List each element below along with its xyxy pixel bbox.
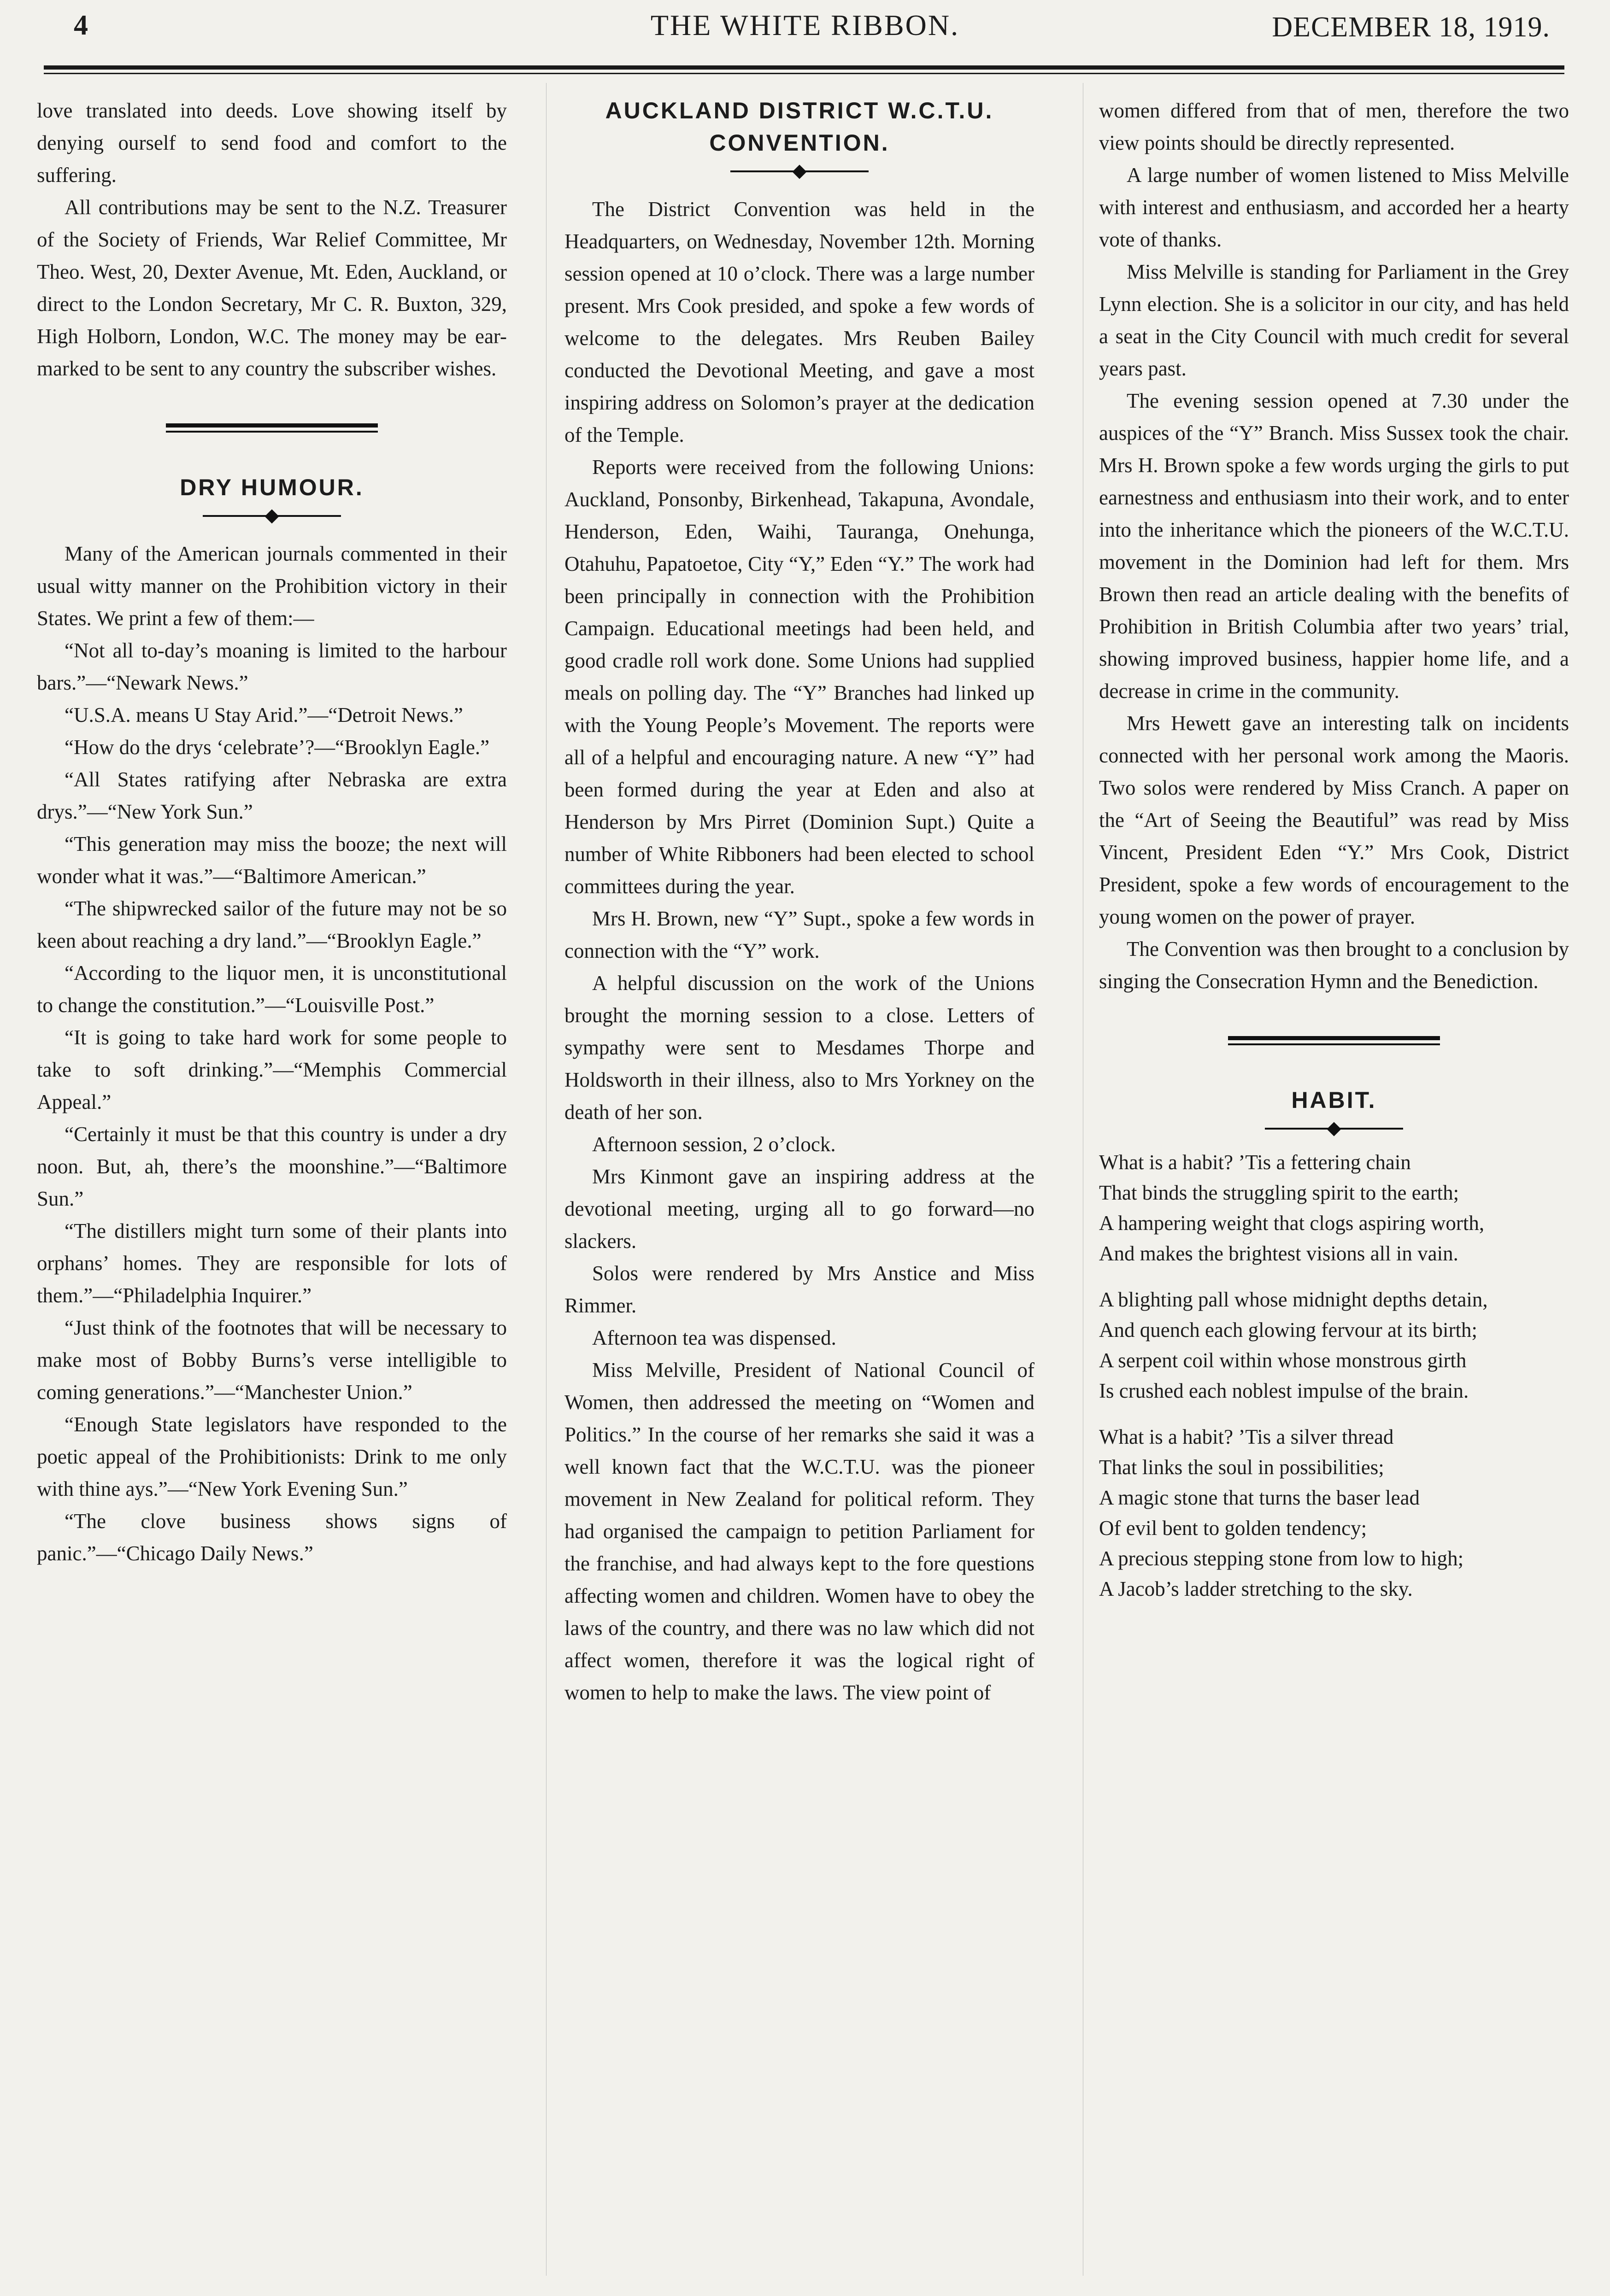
header-rule-thin bbox=[44, 73, 1564, 74]
heading-ornament bbox=[203, 508, 341, 524]
poem-line: That binds the struggling spirit to the earth; bbox=[1099, 1181, 1459, 1204]
quote-item: “Certainly it must be that this country is under a dry noon. But, ah, there’s the moonshine.”—“Baltimore Sun.” bbox=[37, 1123, 507, 1210]
issue-date: DECEMBER 18, 1919. bbox=[1272, 12, 1550, 43]
section-divider bbox=[166, 421, 378, 439]
quote-item: “U.S.A. means U Stay Arid.”—“Detroit News.” bbox=[65, 703, 463, 726]
journal-title: THE WHITE RIBBON. bbox=[650, 9, 960, 41]
quote-item: “The shipwrecked sailor of the future may not be so keen about reaching a dry land.”—“Brooklyn Eagle.” bbox=[37, 897, 507, 952]
quote-item: “Just think of the footnotes that will be necessary to make most of Bobby Burns’s verse intelligible to coming generations.”—“Manchester Union.” bbox=[37, 1316, 507, 1404]
quote-item: “This generation may miss the booze; the next will wonder what it was.”—“Baltimore American.” bbox=[37, 832, 507, 888]
article-paragraph: Afternoon tea was dispensed. bbox=[592, 1326, 836, 1349]
poem-line: What is a habit? ’Tis a fettering chain bbox=[1099, 1151, 1411, 1174]
poem-line: A blighting pall whose midnight depths detain, bbox=[1099, 1288, 1488, 1311]
quote-item: “How do the drys ‘celebrate’?—“Brooklyn Eagle.” bbox=[65, 736, 490, 759]
poem-line: Is crushed each noblest impulse of the brain. bbox=[1099, 1379, 1469, 1402]
article-paragraph: All contributions may be sent to the N.Z. Treasurer of the Society of Friends, War Relief Committee, Mr Theo. West, 20, Dexter Avenue, Mt. Eden, Auckland, or direct to the London Secretary, Mr C. R. Buxton, 329, High Holborn, London, W.C. The money may be ear-marked to be sent to any country the subscriber wishes. bbox=[37, 196, 507, 380]
article-paragraph: Afternoon session, 2 o’clock. bbox=[592, 1133, 836, 1156]
quote-item: “Not all to-day’s moaning is limited to the harbour bars.”—“Newark News.” bbox=[37, 639, 507, 694]
article-paragraph: women differed from that of men, therefore the two view points should be directly represented. bbox=[1099, 99, 1569, 154]
article-paragraph: Solos were rendered by Mrs Anstice and Miss Rimmer. bbox=[564, 1262, 1034, 1317]
quote-item: “According to the liquor men, it is unconstitutional to change the constitution.”—“Louisville Post.” bbox=[37, 961, 507, 1017]
column-1 bbox=[37, 94, 507, 1570]
page-number: 4 bbox=[74, 10, 88, 41]
section-heading-dry-humour: DRY HUMOUR. bbox=[180, 474, 364, 500]
poem-line: A precious stepping stone from low to high; bbox=[1099, 1547, 1464, 1570]
section-heading-habit: HABIT. bbox=[1291, 1087, 1377, 1113]
section-heading-convention-line2: CONVENTION. bbox=[709, 130, 890, 156]
article-paragraph: A helpful discussion on the work of the Unions brought the morning session to a close. Letters of sympathy were sent to Mesdames Thorpe and Holdsworth in their illness, also to Mrs Yorkney on the death of her son. bbox=[564, 972, 1034, 1124]
poem-line: Of evil bent to golden tendency; bbox=[1099, 1517, 1367, 1540]
header-rule bbox=[44, 65, 1564, 70]
quote-item: “The distillers might turn some of their plants into orphans’ homes. They are responsible for lots of them.”—“Philadelphia Inquirer.” bbox=[37, 1219, 507, 1307]
poem-line: What is a habit? ’Tis a silver thread bbox=[1099, 1425, 1394, 1448]
article-paragraph: Mrs H. Brown, new “Y” Supt., spoke a few words in connection with the “Y” work. bbox=[564, 907, 1034, 962]
poem-line: A Jacob’s ladder stretching to the sky. bbox=[1099, 1577, 1413, 1600]
poem-line: And makes the brightest visions all in vain. bbox=[1099, 1242, 1458, 1265]
quote-item: “All States ratifying after Nebraska are extra drys.”—“New York Sun.” bbox=[37, 768, 507, 823]
heading-ornament bbox=[730, 164, 869, 179]
poem-line: A serpent coil within whose monstrous girth bbox=[1099, 1349, 1467, 1372]
article-paragraph: Miss Melville is standing for Parliament in the Grey Lynn election. She is a solicitor in our city, and has held a seat in the City Council with much credit for several years past. bbox=[1099, 260, 1569, 380]
article-paragraph: Mrs Kinmont gave an inspiring address at the devotional meeting, urging all to go forward—no slackers. bbox=[564, 1165, 1034, 1253]
quote-item: “The clove business shows signs of panic.”—“Chicago Daily News.” bbox=[37, 1510, 507, 1565]
poem-stanza bbox=[1099, 1150, 1569, 1265]
article-paragraph: Many of the American journals commented in their usual witty manner on the Prohibition victory in their States. We print a few of them:— bbox=[37, 542, 507, 630]
quote-item: “It is going to take hard work for some people to take to soft drinking.”—“Memphis Commercial Appeal.” bbox=[37, 1026, 507, 1113]
column-3 bbox=[1099, 94, 1569, 1623]
heading-ornament bbox=[1265, 1121, 1403, 1136]
article-paragraph: Reports were received from the following Unions: Auckland, Ponsonby, Birkenhead, Takapuna, Avondale, Henderson, Eden, Waihi, Tauranga, Onehunga, Otahuhu, Papatoetoe, City “Y,” Eden “Y.” The work had been principally in connection with the Prohibition Campaign. Educational meetings had been held, and good cradle roll work done. Some Unions had supplied meals on polling day. The “Y” Branches had linked up with the Young People’s Movement. The reports were all of a helpful and encouraging nature. A new “Y” had been formed during the year at Eden and also at Henderson by Mrs Pirret (Dominion Supt.) Quite a number of White Ribboners had been elected to school committees during the year. bbox=[564, 456, 1034, 898]
article-paragraph: love translated into deeds. Love showing itself by denying ourself to send food and comfort to the suffering. bbox=[37, 99, 507, 187]
poem-line: A magic stone that turns the baser lead bbox=[1099, 1486, 1420, 1509]
article-paragraph: Miss Melville, President of National Council of Women, then addressed the meeting on “Women and Politics.” In the course of her remarks she said it was a well known fact that the W.C.T.U. was the pioneer movement in New Zealand for political reform. They had organised the campaign to petition Parliament for the franchise, and had always kept to the fore questions affecting women and children. Women have to obey the laws of the country, and there was no law which did not affect women, therefore it was the logical right of women to help to make the laws. The view point of bbox=[564, 1359, 1034, 1704]
page-header bbox=[0, 0, 1610, 78]
article-paragraph: The District Convention was held in the Headquarters, on Wednesday, November 12th. Morning session opened at 10 o’clock. There was a large number present. Mrs Cook presided, and spoke a few words of welcome to the delegates. Mrs Reuben Bailey conducted the Devotional Meeting, and gave a most inspiring address on Solomon’s prayer at the dedication of the Temple. bbox=[564, 198, 1034, 446]
article-paragraph: The Convention was then brought to a conclusion by singing the Consecration Hymn and the Benediction. bbox=[1099, 937, 1569, 993]
section-divider bbox=[1228, 1033, 1440, 1052]
poem-line: And quench each glowing fervour at its birth; bbox=[1099, 1318, 1478, 1341]
poem-stanza bbox=[1099, 1288, 1569, 1403]
section-heading-convention: AUCKLAND DISTRICT W.C.T.U. bbox=[605, 98, 994, 123]
poem-stanza bbox=[1099, 1425, 1569, 1601]
poem-line: A hampering weight that clogs aspiring worth, bbox=[1099, 1212, 1485, 1235]
quote-item: “Enough State legislators have responded to the poetic appeal of the Prohibitionists: Drink to me only with thine ays.”—“New York Evening Sun.” bbox=[37, 1413, 507, 1500]
article-paragraph: The evening session opened at 7.30 under the auspices of the “Y” Branch. Miss Sussex took the chair. Mrs H. Brown spoke a few words urging the girls to put earnestness and enthusiasm into their work, and to enter into the inheritance which the pioneers of the W.C.T.U. movement in the Dominion had left for them. Mrs Brown then read an article dealing with the benefits of Prohibition in British Columbia after two years’ trial, showing improved business, happier home life, and a decrease in crime in the community. bbox=[1099, 389, 1569, 703]
article-paragraph: A large number of women listened to Miss Melville with interest and enthusiasm, and accorded her a hearty vote of thanks. bbox=[1099, 164, 1569, 251]
column-2 bbox=[564, 94, 1034, 1709]
poem-line: That links the soul in possibilities; bbox=[1099, 1456, 1384, 1479]
article-paragraph: Mrs Hewett gave an interesting talk on incidents connected with her personal work among the Maoris. Two solos were rendered by Miss Cranch. A paper on the “Art of Seeing the Beautiful” was read by Miss Vincent, President Eden “Y.” Mrs Cook, District President, spoke a few words of encouragement to the young women on the power of prayer. bbox=[1099, 712, 1569, 928]
